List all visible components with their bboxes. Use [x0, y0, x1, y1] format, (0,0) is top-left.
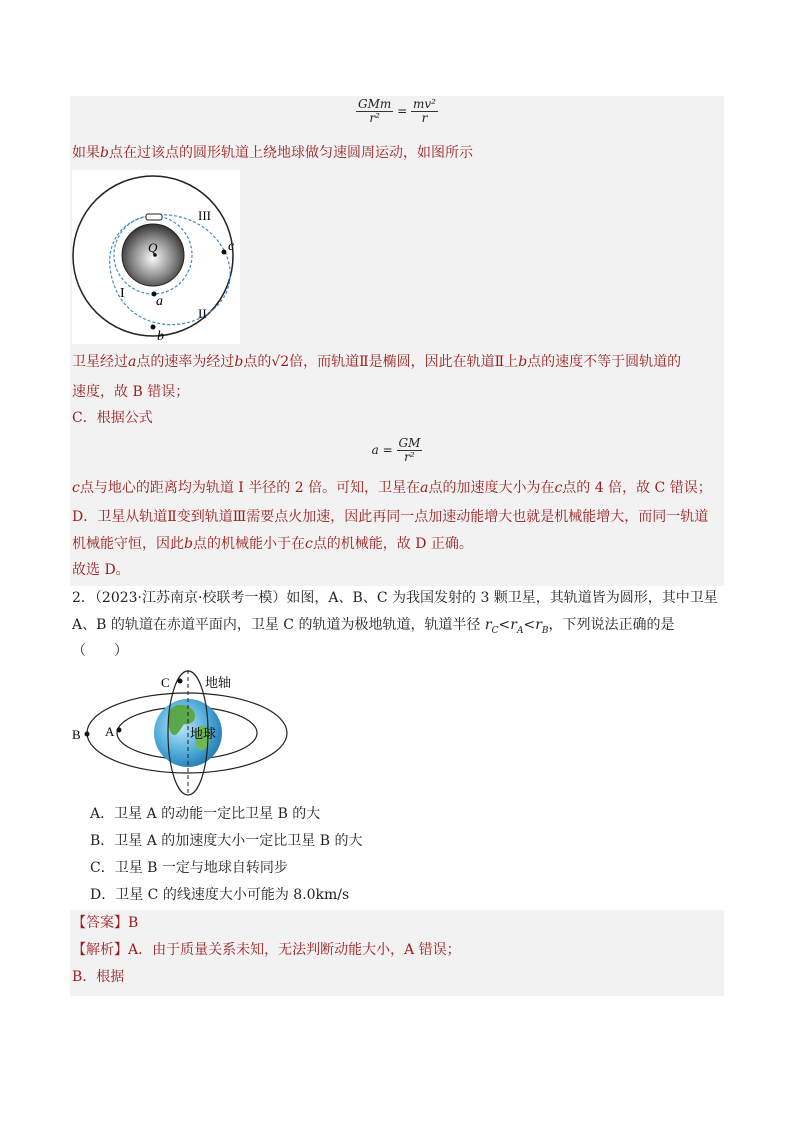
satellite-b-dot [85, 732, 90, 737]
label-c2: C [161, 675, 170, 690]
label-a: a [156, 294, 163, 309]
eq2-den: r² [404, 450, 415, 464]
question2-line1: 2．（2023·江苏南京·校联考一模）如图，A、B、C 为我国发射的 3 颗卫星，其轨道皆为圆形，其中卫星 [72, 590, 718, 606]
eq1-lhs-num: GMm [358, 97, 392, 111]
point-b [151, 325, 156, 330]
eq2-equals: = [382, 443, 393, 457]
analysis-line: 【解析】A．由于质量关系未知，无法判断动能大小，A 错误； [72, 942, 461, 958]
satellite-a-dot [117, 728, 122, 733]
question2-line2: A、B 的轨道在赤道平面内，卫星 C 的轨道为极地轨道，轨道半径 $r_C<r_A<r_B$，下列说法正确的是 [72, 617, 675, 636]
label-q: Q [148, 240, 158, 255]
label-axis: 地轴 [205, 676, 232, 691]
answer-line: 【答案】B [72, 915, 139, 931]
label-iii: III [198, 208, 211, 223]
label-b2: B [72, 727, 81, 742]
para-speed-2: 速度，故 B 错误； [72, 384, 190, 400]
point-c [222, 250, 227, 255]
eq1-lhs-den: r² [369, 111, 380, 125]
equation-acceleration [70, 437, 724, 464]
eq2-num: GM [398, 436, 421, 450]
para-select-d: 故选 D。 [72, 562, 130, 578]
label-b: b [157, 329, 164, 344]
label-a2: A [105, 724, 115, 739]
para-c-formula: C．根据公式 [72, 410, 153, 426]
earth-q [122, 224, 184, 286]
equation-gravity [70, 98, 724, 125]
option-a[interactable]: A．卫星 A 的动能一定比卫星 B 的大 [90, 806, 321, 822]
label-i: I [120, 286, 125, 301]
para-d-2: 机械能守恒，因此b点的机械能小于在c点的机械能，故 D 正确。 [72, 536, 473, 552]
orbit-figure-2 [72, 668, 292, 798]
option-c[interactable]: C．卫星 B 一定与地球自转同步 [90, 860, 288, 876]
para-d-1: D．卫星从轨道Ⅱ变到轨道Ⅲ需要点火加速，因此再同一点加速动能增大也就是机械能增大，而同一轨道 [72, 509, 709, 525]
option-b[interactable]: B．卫星 A 的加速度大小一定比卫星 B 的大 [90, 833, 363, 849]
option-d[interactable]: D．卫星 C 的线速度大小可能为 8.0km/s [90, 887, 350, 903]
orbit-figure-1 [72, 170, 240, 344]
para-speed-1: 卫星经过a点的速率为经过b点的√2倍，而轨道Ⅱ是椭圆，因此在轨道Ⅱ上b点的速度不等于圆轨道的 [72, 354, 682, 370]
label-ii: II [198, 306, 207, 321]
label-earth: 地球 [190, 727, 217, 742]
para-circular-orbit: 如果b点在过该点的圆形轨道上绕地球做匀速圆周运动，如图所示 [72, 145, 473, 161]
question2-brackets: （ ） [72, 643, 128, 659]
satellite-icon [146, 214, 162, 220]
eq2-lhs: a [371, 443, 379, 457]
label-c: c [228, 239, 235, 254]
eq1-equals: = [397, 104, 408, 118]
eq1-rhs-den: r [421, 111, 428, 125]
analysis-b-line: B．根据 [72, 969, 125, 985]
para-c-result: c点与地心的距离均为轨道 I 半径的 2 倍。可知，卫星在a点的加速度大小为在c点的 4 倍，故 C 错误； [72, 480, 712, 496]
satellite-c-dot [178, 679, 183, 684]
eq1-rhs-num: mv² [413, 97, 436, 111]
